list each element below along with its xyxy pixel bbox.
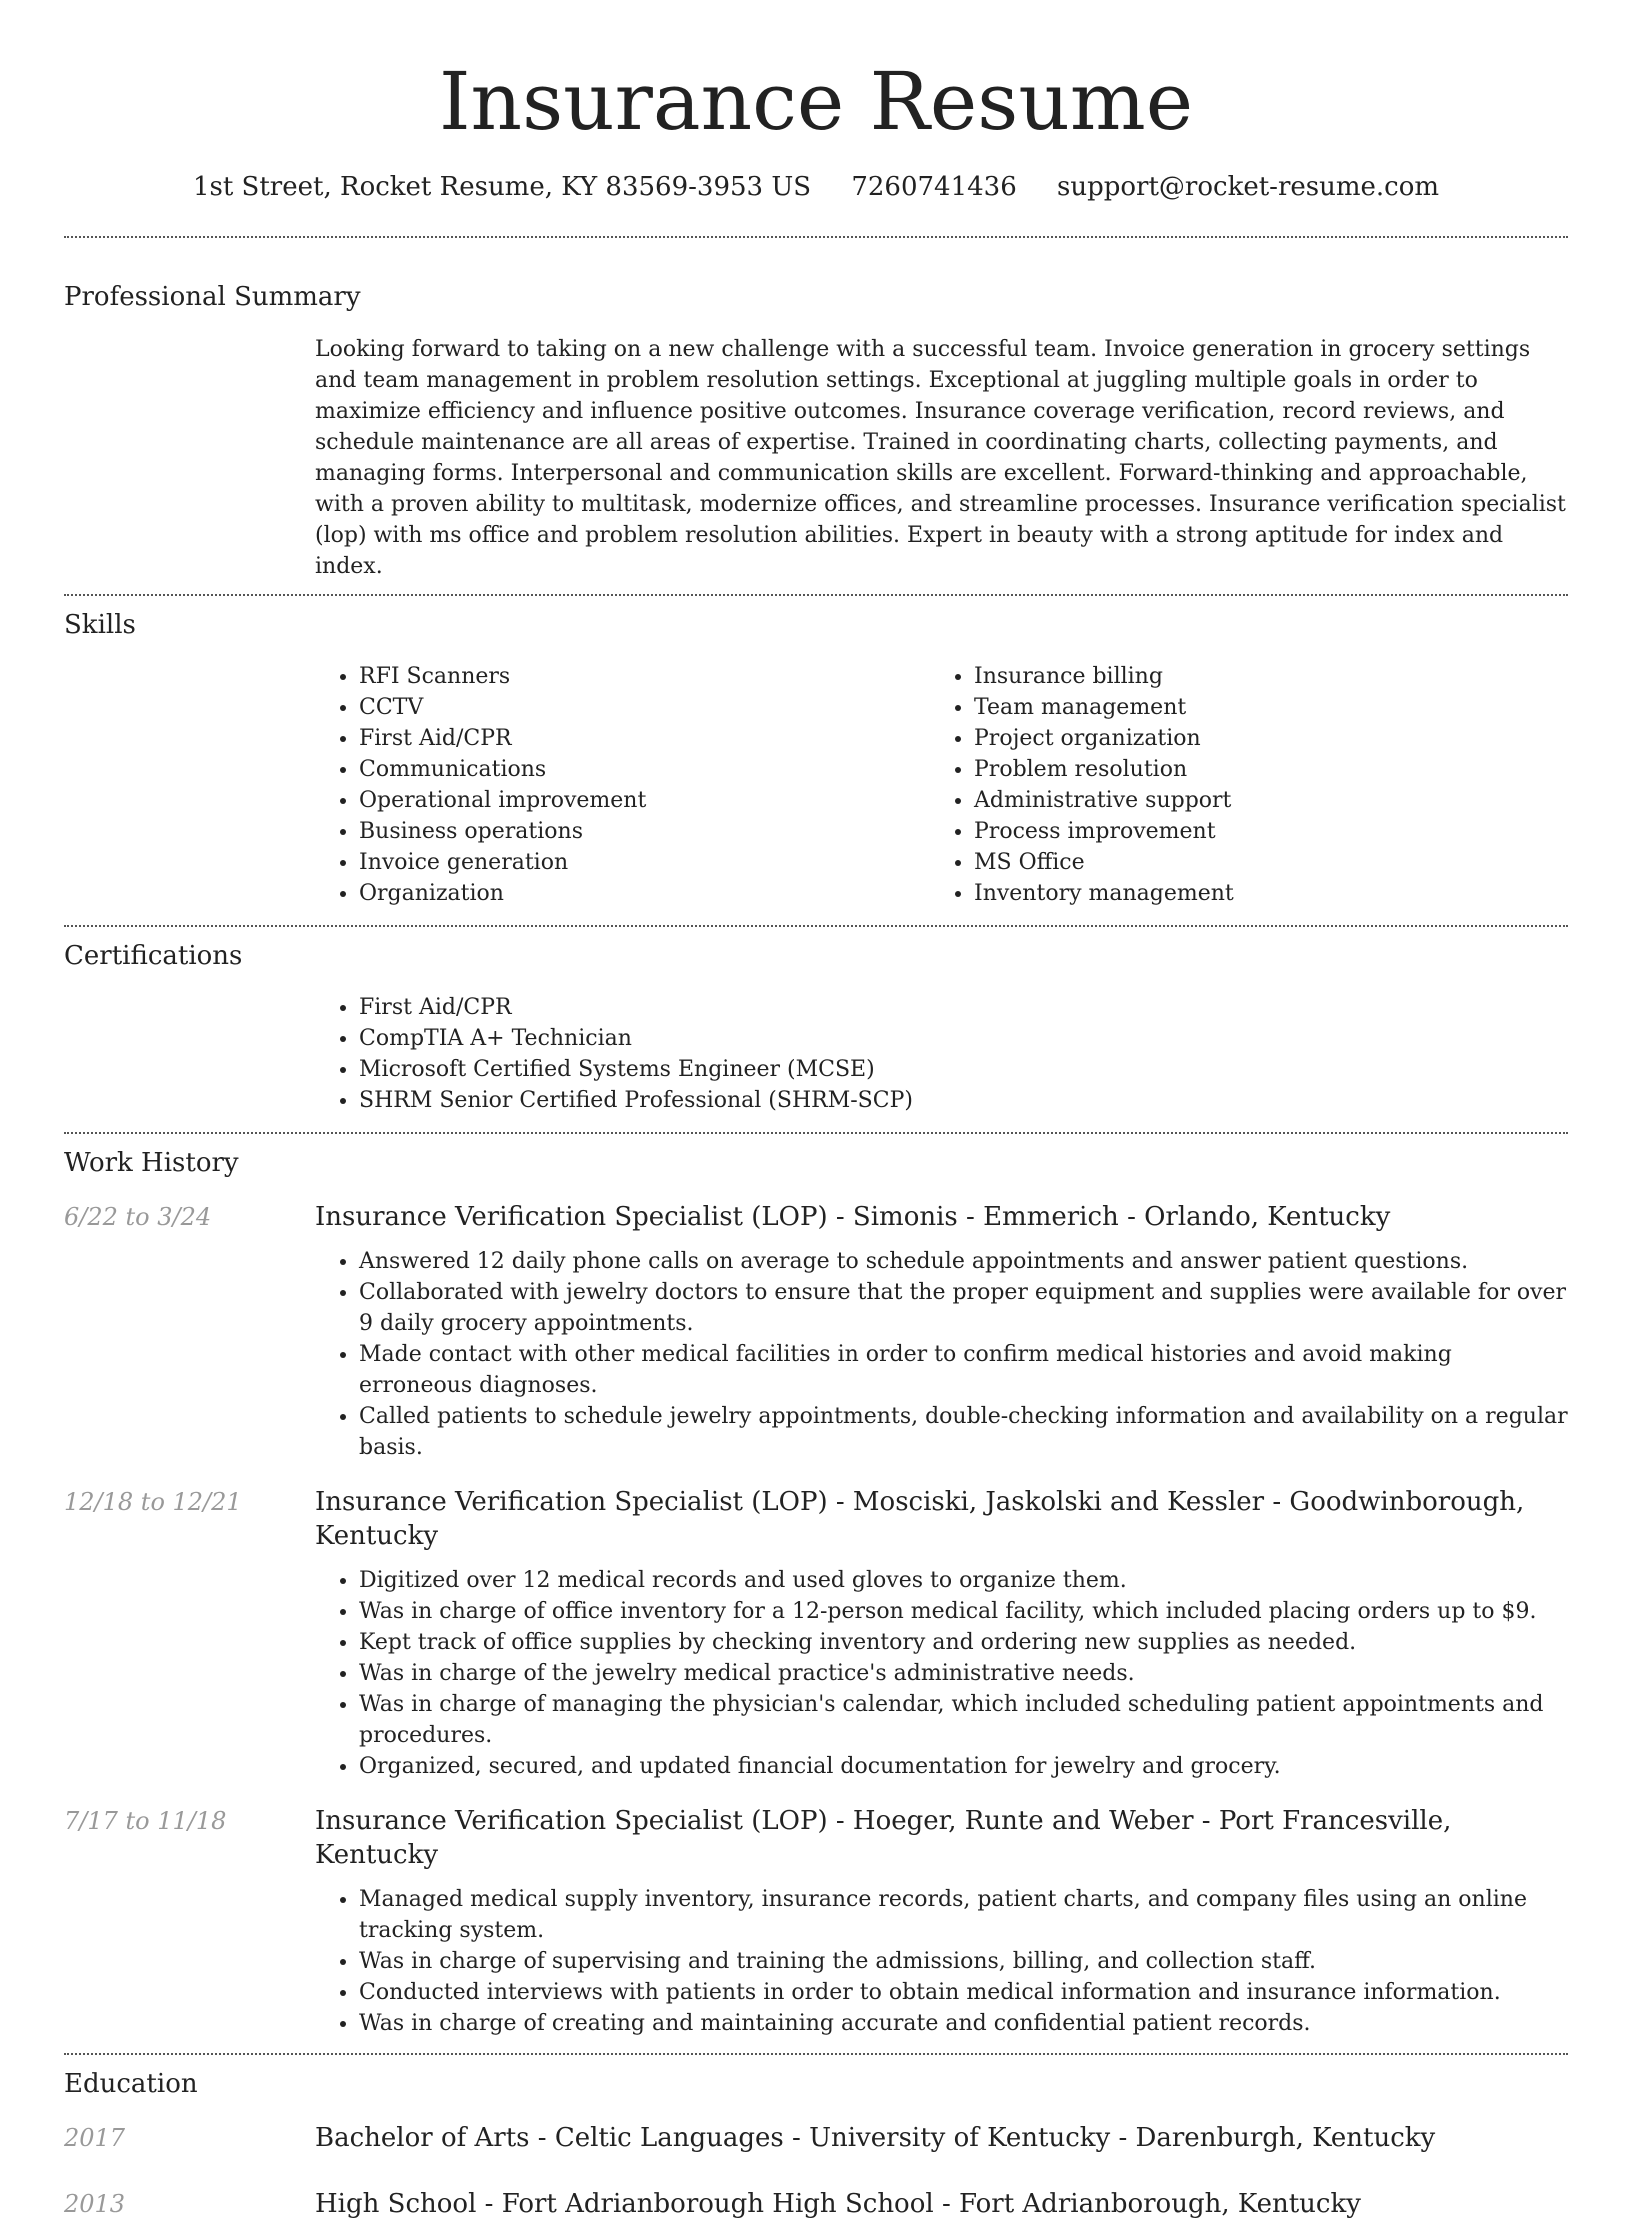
skill-item: • First Aid/CPR — [359, 723, 930, 754]
divider — [64, 2053, 1568, 2055]
skills-column-left — [315, 661, 930, 909]
divider — [64, 1132, 1568, 1134]
skill-item: • Organization — [359, 878, 930, 909]
education-date: 2013 — [64, 2190, 126, 2218]
education-title: Bachelor of Arts - Celtic Languages - University of Kentucky - Darenburgh, Kentucky — [315, 2123, 1436, 2153]
section-title-skills: Skills — [64, 610, 136, 640]
certification-item: • Microsoft Certified Systems Engineer (MCSE) — [359, 1054, 1568, 1085]
job-bullet: • Made contact with other medical facilities in order to confirm medical histories and avoid making erroneous diagnoses. — [359, 1339, 1568, 1401]
contact-address: 1st Street, Rocket Resume, KY 83569-3953 US — [192, 172, 812, 202]
divider — [64, 925, 1568, 927]
job-title: Insurance Verification Specialist (LOP) - Simonis - Emmerich - Orlando, Kentucky — [315, 1202, 1391, 1232]
skill-item: • Process improvement — [974, 816, 1545, 847]
summary-text: Looking forward to taking on a new challenge with a successful team. Invoice generation in grocery settings and team management in problem resolution settings. Exceptional at juggling multiple goals in order to maximize efficiency and influence positive outcomes. Insurance coverage verification, record reviews, and schedule maintenance are all areas of expertise. Trained in coordinating charts, collecting payments, and managing forms. Interpersonal and communication skills are excellent. Forward-thinking and approachable, with a proven ability to multitask, modernize offices, and streamline processes. Insurance verification specialist (lop) with ms office and problem resolution abilities. Expert in beauty with a strong aptitude for index and index. — [315, 337, 1566, 579]
job-bullet: • Called patients to schedule jewelry appointments, double-checking information and availability on a regular basis. — [359, 1401, 1568, 1463]
education-date: 2017 — [64, 2124, 126, 2152]
job-date: 6/22 to 3/24 — [64, 1203, 212, 1231]
certifications-bullets — [315, 992, 1568, 1116]
skill-item: • Problem resolution — [974, 754, 1545, 785]
job-bullet-list — [315, 1884, 1568, 2039]
skills-column-right — [930, 661, 1545, 909]
divider — [64, 594, 1568, 596]
job-bullets — [315, 1565, 1568, 1782]
certification-item: • First Aid/CPR — [359, 992, 1568, 1023]
skills-section — [64, 608, 1568, 909]
job-bullet-list — [315, 1565, 1568, 1782]
certification-item: • CompTIA A+ Technician — [359, 1023, 1568, 1054]
job-title: Insurance Verification Specialist (LOP) - Mosciski, Jaskolski and Kessler - Goodwinborough, Kentucky — [315, 1487, 1525, 1551]
contact-phone: 7260741436 — [851, 172, 1017, 202]
job-entry — [64, 1200, 1568, 1463]
contact-line — [64, 170, 1568, 204]
certification-item: • SHRM Senior Certified Professional (SHRM-SCP) — [359, 1085, 1568, 1116]
skill-item: • Invoice generation — [359, 847, 930, 878]
job-bullet: • Was in charge of office inventory for a 12-person medical facility, which included placing orders up to $9. — [359, 1596, 1568, 1627]
skill-item: • CCTV — [359, 692, 930, 723]
job-bullets — [315, 1246, 1568, 1463]
certifications-list — [315, 992, 1568, 1116]
contact-email: support@rocket-resume.com — [1057, 172, 1440, 202]
education-entry — [64, 2121, 1568, 2155]
job-bullet: • Collaborated with jewelry doctors to ensure that the proper equipment and supplies were available for over 9 daily grocery appointments. — [359, 1277, 1568, 1339]
job-bullet: • Was in charge of the jewelry medical practice's administrative needs. — [359, 1658, 1568, 1689]
work-history-section — [64, 1146, 1568, 2039]
job-date: 12/18 to 12/21 — [64, 1488, 242, 1516]
job-bullet: • Conducted interviews with patients in order to obtain medical information and insurance information. — [359, 1977, 1568, 2008]
job-bullet: • Organized, secured, and updated financial documentation for jewelry and grocery. — [359, 1751, 1568, 1782]
skill-item: • Inventory management — [974, 878, 1545, 909]
job-bullet-list — [315, 1246, 1568, 1463]
skill-item: • MS Office — [974, 847, 1545, 878]
job-date: 7/17 to 11/18 — [64, 1807, 227, 1835]
job-bullet: • Was in charge of managing the physician's calendar, which included scheduling patient appointments and procedures. — [359, 1689, 1568, 1751]
job-bullet: • Answered 12 daily phone calls on average to schedule appointments and answer patient questions. — [359, 1246, 1568, 1277]
section-title-certifications: Certifications — [64, 941, 243, 971]
education-entry — [64, 2187, 1568, 2221]
job-title: Insurance Verification Specialist (LOP) - Hoeger, Runte and Weber - Port Francesville, Kentucky — [315, 1806, 1452, 1870]
skill-item: • Business operations — [359, 816, 930, 847]
section-title-summary: Professional Summary — [64, 282, 361, 312]
skills-list-right — [930, 661, 1545, 909]
skill-item: • RFI Scanners — [359, 661, 930, 692]
skills-list-left — [315, 661, 930, 909]
skill-item: • Team management — [974, 692, 1545, 723]
job-entry — [64, 1804, 1568, 2039]
skill-item: • Operational improvement — [359, 785, 930, 816]
divider — [64, 236, 1568, 238]
summary-section — [64, 280, 1568, 582]
skill-item: • Communications — [359, 754, 930, 785]
job-bullets — [315, 1884, 1568, 2039]
resume-title: Insurance Resume — [438, 55, 1194, 148]
section-title-work-history: Work History — [64, 1148, 239, 1178]
job-entry — [64, 1485, 1568, 1782]
job-bullet: • Digitized over 12 medical records and used gloves to organize them. — [359, 1565, 1568, 1596]
job-bullet: • Managed medical supply inventory, insurance records, patient charts, and company files using an online tracking system. — [359, 1884, 1568, 1946]
education-title: High School - Fort Adrianborough High School - Fort Adrianborough, Kentucky — [315, 2189, 1361, 2219]
skill-item: • Administrative support — [974, 785, 1545, 816]
job-bullet: • Was in charge of supervising and training the admissions, billing, and collection staff. — [359, 1946, 1568, 1977]
skills-grid — [315, 661, 1568, 909]
job-bullet: • Was in charge of creating and maintaining accurate and confidential patient records. — [359, 2008, 1568, 2039]
education-section — [64, 2067, 1568, 2221]
section-title-education: Education — [64, 2069, 198, 2099]
resume-page — [64, 0, 1568, 2221]
skill-item: • Project organization — [974, 723, 1545, 754]
certifications-section — [64, 939, 1568, 1116]
job-bullet: • Kept track of office supplies by checking inventory and ordering new supplies as needed. — [359, 1627, 1568, 1658]
skill-item: • Insurance billing — [974, 661, 1545, 692]
